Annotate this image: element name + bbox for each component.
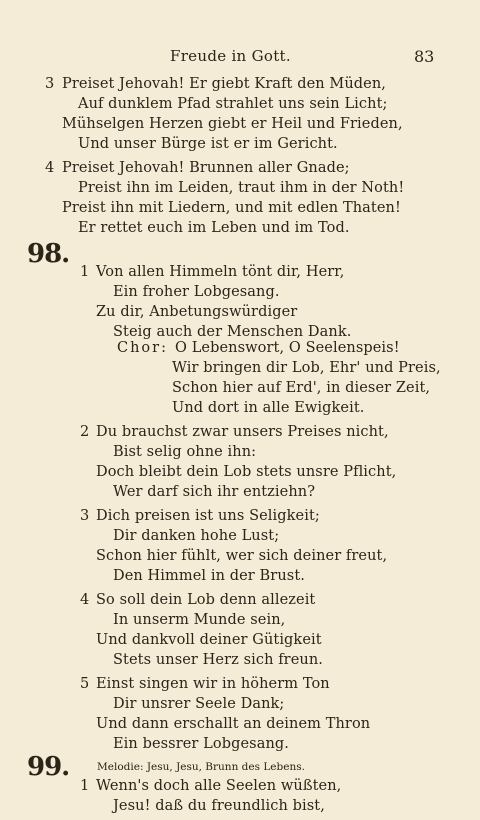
verse-line: Er rettet euch im Leben und im Tod.	[78, 220, 350, 236]
verse-line: Dir unsrer Seele Dank;	[113, 696, 285, 712]
verse-line: Einst singen wir in höherm Ton	[96, 676, 330, 692]
chorus-line: Und dort in alle Ewigkeit.	[172, 400, 365, 416]
verse-line: Preist ihn mit Liedern, und mit edlen Thaten!	[62, 200, 401, 216]
chorus-line: Wir bringen dir Lob, Ehr' und Preis,	[172, 360, 441, 376]
melody-note: Melodie: Jesu, Jesu, Brunn des Lebens.	[97, 761, 305, 773]
verse-line: Preiset Jehovah! Brunnen aller Gnade;	[62, 160, 350, 176]
verse-line: Stets unser Herz sich freun.	[113, 652, 323, 668]
verse-number: 5	[80, 676, 90, 692]
verse-line: Ein froher Lobgesang.	[113, 284, 280, 300]
hymn-number: 98.	[27, 239, 70, 269]
chorus-label: Chor:	[117, 340, 168, 356]
verse-line: Wer darf sich ihr entziehn?	[113, 484, 316, 500]
verse-line: In unserm Munde sein,	[113, 612, 286, 628]
chorus-line: O Lebenswort, O Seelenspeis!	[175, 340, 400, 356]
verse-line: Wenn's doch alle Seelen wüßten,	[96, 778, 342, 794]
verse-line: Steig auch der Menschen Dank.	[113, 324, 352, 340]
verse-line: Und dann erschallt an deinem Thron	[96, 716, 371, 732]
running-title: Freude in Gott.	[170, 47, 291, 65]
verse-line: Zu dir, Anbetungswürdiger	[96, 304, 298, 320]
verse-line: Preiset Jehovah! Er giebt Kraft den Müden,	[62, 76, 386, 92]
verse-number: 4	[80, 592, 90, 608]
verse-line: So soll dein Lob denn allezeit	[96, 592, 316, 608]
verse-line: Und dankvoll deiner Gütigkeit	[96, 632, 322, 648]
verse-line: Doch bleibt dein Lob stets unsre Pflicht,	[96, 464, 397, 480]
verse-number: 2	[80, 424, 90, 440]
verse-line: Bist selig ohne ihn:	[113, 444, 257, 460]
verse-line: Dir danken hohe Lust;	[113, 528, 280, 544]
verse-line: Du brauchst zwar unsers Preises nicht,	[96, 424, 389, 440]
verse-line: Den Himmel in der Brust.	[113, 568, 305, 584]
verse-number: 1	[80, 264, 90, 280]
verse-line: Ein bessrer Lobgesang.	[113, 736, 289, 752]
verse-number: 4	[45, 160, 55, 176]
verse-line: Mühselgen Herzen giebt er Heil und Frieden,	[62, 116, 403, 132]
verse-line: Von allen Himmeln tönt dir, Herr,	[96, 264, 345, 280]
chorus-line: Schon hier auf Erd', in dieser Zeit,	[172, 380, 431, 396]
verse-line: Dich preisen ist uns Seligkeit;	[96, 508, 320, 524]
verse-number: 3	[80, 508, 90, 524]
verse-line: Jesu! daß du freundlich bist,	[113, 798, 325, 814]
verse-line: Schon hier fühlt, wer sich deiner freut,	[96, 548, 388, 564]
verse-line: Preist ihn im Leiden, traut ihm in der Noth!	[78, 180, 405, 196]
verse-number: 1	[80, 778, 90, 794]
verse-line: Und unser Bürge ist er im Gericht.	[78, 136, 338, 152]
verse-number: 3	[45, 76, 55, 92]
verse-line: Auf dunklem Pfad strahlet uns sein Licht;	[78, 96, 388, 112]
page-number: 83	[414, 47, 435, 66]
hymn-number: 99.	[27, 752, 70, 782]
